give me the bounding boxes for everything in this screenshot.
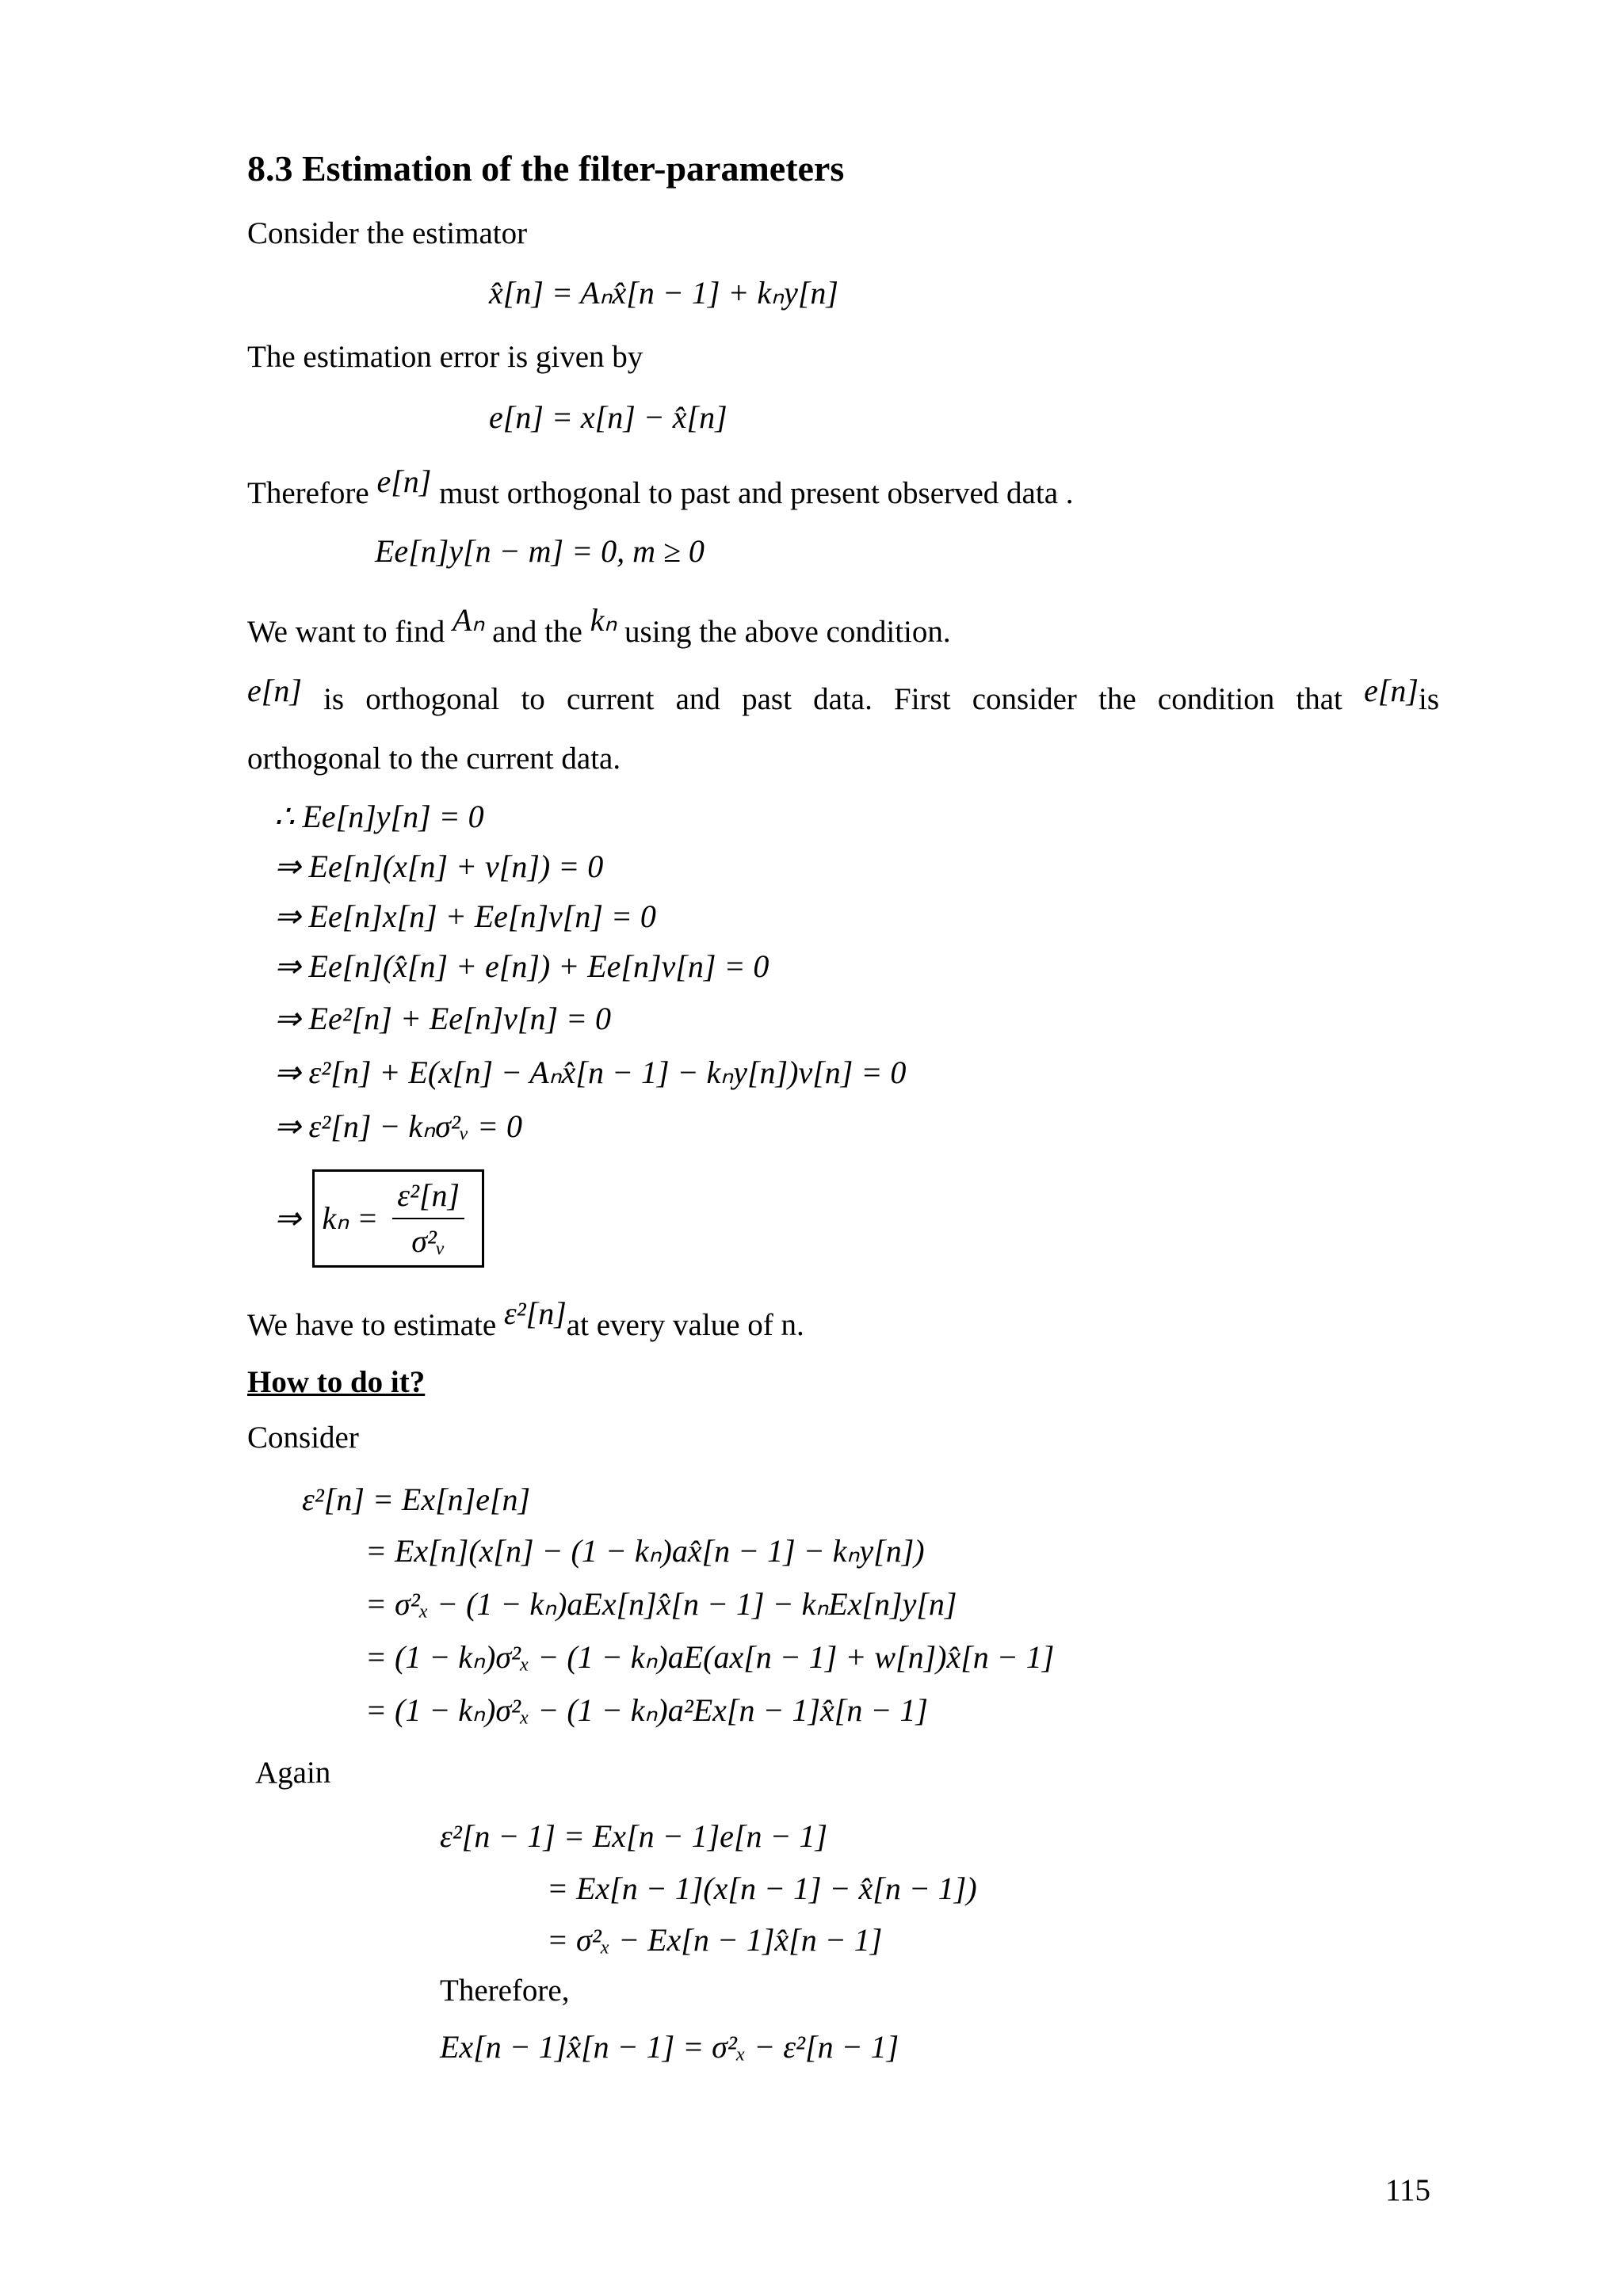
derivation-step-5: ⇒ Ee²[n] + Ee[n]v[n] = 0 — [274, 1001, 612, 1036]
inline-math: kₙ — [590, 602, 617, 638]
inline-math: ε²[n] — [503, 1295, 567, 1331]
text-fragment: must orthogonal to past and present observed data . — [439, 476, 1074, 510]
derivation-step-3: ⇒ Ee[n]x[n] + Ee[n]v[n] = 0 — [274, 898, 656, 934]
result-box — [312, 1169, 485, 1268]
derivation-step-7: ⇒ ε²[n] − kₙσ²ᵥ = 0 — [274, 1108, 522, 1144]
fraction-denominator: σ²ᵥ — [411, 1223, 446, 1259]
implies-arrow: ⇒ — [274, 1200, 301, 1236]
page-number: 115 — [1385, 2173, 1431, 2207]
box-lhs: kₙ = — [322, 1200, 379, 1236]
paragraph-orthogonal-line1 — [247, 673, 1440, 719]
inline-math: Aₙ — [452, 602, 485, 638]
equation-a1: ε²[n − 1] = Ex[n − 1]e[n − 1] — [440, 1818, 828, 1854]
text-consider-estimator: Consider the estimator — [247, 216, 528, 250]
text-fragment: We want to find — [247, 615, 445, 649]
equation-orthogonality: Ee[n]y[n − m] = 0, m ≥ 0 — [375, 533, 705, 569]
inline-math: e[n] — [247, 673, 302, 708]
text-estimate-every-n — [247, 1295, 804, 1344]
text-again: Again — [255, 1756, 331, 1790]
equation-c1: ε²[n] = Ex[n]e[n] — [302, 1482, 531, 1517]
paragraph-orthogonal-line2: orthogonal to the current data. — [247, 742, 621, 776]
text-fragment: and the — [492, 615, 582, 649]
text-estimation-error: The estimation error is given by — [247, 340, 643, 374]
equation-c3: = σ²ₓ − (1 − kₙ)aEx[n]x̂[n − 1] − kₙEx[n]y[n] — [365, 1586, 957, 1622]
equation-c5: = (1 − kₙ)σ²ₓ − (1 − kₙ)a²Ex[n − 1]x̂[n − 1] — [365, 1692, 928, 1728]
text-fragment: Therefore — [247, 476, 369, 510]
text-therefore-orthogonal — [247, 463, 1074, 513]
inline-math: e[n] — [1364, 673, 1419, 708]
equation-a3: = σ²ₓ − Ex[n − 1]x̂[n − 1] — [547, 1922, 883, 1958]
equation-c4: = (1 − kₙ)σ²ₓ − (1 − kₙ)aE(ax[n − 1] + w[n])x̂[n − 1] — [365, 1639, 1055, 1675]
derivation-step-2: ⇒ Ee[n](x[n] + v[n]) = 0 — [274, 849, 604, 884]
derivation-step-4: ⇒ Ee[n](x̂[n] + e[n]) + Ee[n]v[n] = 0 — [274, 948, 769, 984]
boxed-result — [274, 1169, 484, 1268]
equation-estimator: x̂[n] = Aₙx̂[n − 1] + kₙy[n] — [489, 275, 838, 311]
text-fragment: We have to estimate — [247, 1308, 497, 1342]
derivation-step-1: ∴ Ee[n]y[n] = 0 — [274, 799, 484, 834]
inline-math: e[n] — [376, 463, 432, 499]
text-fragment: is — [1419, 682, 1440, 716]
text-consider: Consider — [247, 1421, 359, 1455]
text-fragment: using the above condition. — [624, 615, 951, 649]
equation-a4: Ex[n − 1]x̂[n − 1] = σ²ₓ − ε²[n − 1] — [440, 2029, 899, 2065]
equation-a2: = Ex[n − 1](x[n − 1] − x̂[n − 1]) — [547, 1871, 977, 1906]
equation-c2: = Ex[n](x[n] − (1 − kₙ)ax̂[n − 1] − kₙy[n]) — [365, 1533, 925, 1569]
subheading-how-to: How to do it? — [247, 1365, 426, 1399]
fraction-numerator: ε²[n] — [392, 1177, 464, 1219]
text-want-to-find — [247, 602, 951, 651]
text-fragment: is orthogonal to current and past data. First consider the condition that — [323, 682, 1342, 716]
equation-error: e[n] = x[n] − x̂[n] — [489, 399, 727, 435]
text-therefore-2: Therefore, — [440, 1974, 570, 2008]
text-fragment: at every value of n. — [566, 1308, 804, 1342]
derivation-step-6: ⇒ ε²[n] + E(x[n] − Aₙx̂[n − 1] − kₙy[n])v[n] = 0 — [274, 1055, 907, 1090]
section-heading: 8.3 Estimation of the filter-parameters — [247, 148, 845, 189]
fraction — [392, 1177, 464, 1261]
